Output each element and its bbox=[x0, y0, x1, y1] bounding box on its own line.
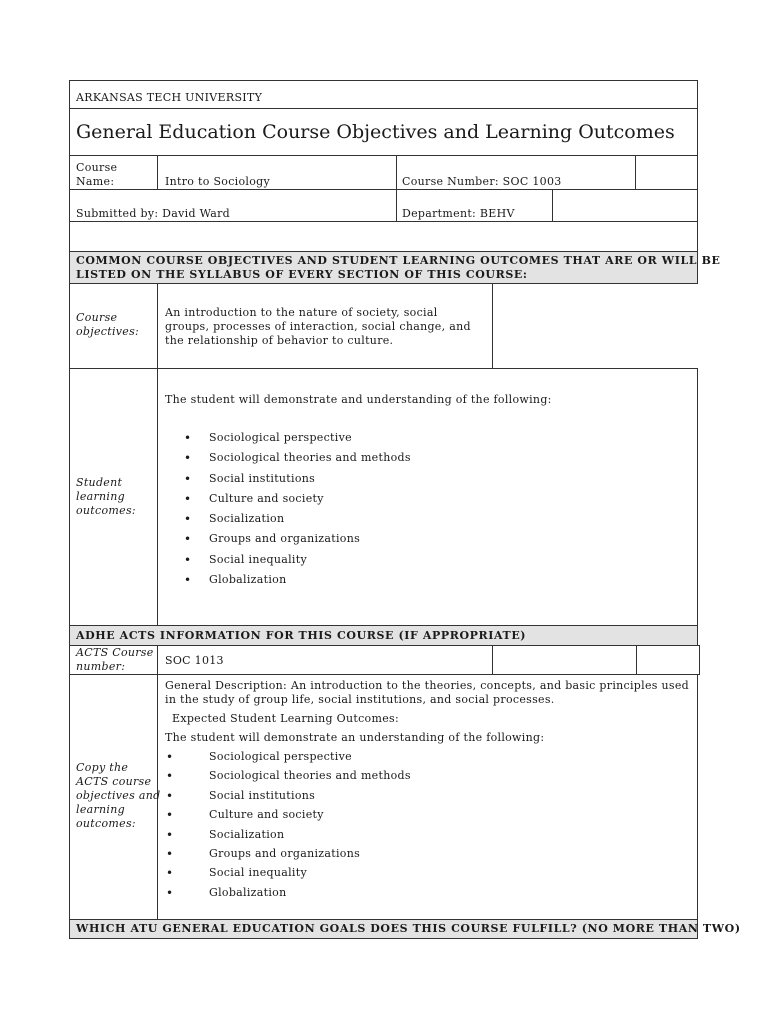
submitted-by: Submitted by: David Ward bbox=[76, 207, 231, 220]
acts-label-2: number: bbox=[76, 660, 126, 673]
general-description: General Description: An introduction to the theories, concepts, and basic principles used in the study of group life, social institutions, and social processes. bbox=[165, 679, 690, 706]
common-heading-line2: LISTED ON THE SYLLABUS OF EVERY SECTION OF THIS COURSE: bbox=[76, 268, 528, 281]
list-item: • Sociological theories and methods bbox=[209, 451, 411, 471]
list-item: • Social institutions bbox=[209, 472, 411, 492]
list-item: • Sociological perspective bbox=[209, 431, 411, 451]
list-item: • Culture and society bbox=[209, 492, 411, 512]
copy-label-3: objectives and bbox=[76, 789, 161, 802]
expected-outcomes-heading: Expected Student Learning Outcomes: bbox=[172, 712, 399, 725]
acts-extra-cell-2 bbox=[636, 645, 700, 675]
copy-label-5: outcomes: bbox=[76, 817, 136, 830]
acts-outcomes-list bbox=[209, 750, 411, 905]
objectives-label-1: Course bbox=[76, 311, 118, 324]
list-item: • Social inequality bbox=[209, 866, 411, 885]
list-item: • Globalization bbox=[209, 886, 411, 905]
list-item: • Socialization bbox=[209, 828, 411, 847]
list-item: • Groups and organizations bbox=[209, 847, 411, 866]
course-name-label-1: Course bbox=[76, 161, 118, 174]
course-number: Course Number: SOC 1003 bbox=[402, 175, 562, 188]
course-name-value: Intro to Sociology bbox=[165, 175, 271, 188]
outcomes-intro: The student will demonstrate and understanding of the following: bbox=[165, 393, 552, 406]
list-item: • Groups and organizations bbox=[209, 532, 411, 552]
list-item: • Globalization bbox=[209, 573, 411, 593]
copy-label-1: Copy the bbox=[76, 761, 129, 774]
page-title: General Education Course Objectives and Learning Outcomes bbox=[76, 121, 675, 143]
adhe-heading: ADHE ACTS INFORMATION FOR THIS COURSE (IF APPROPRIATE) bbox=[76, 629, 527, 642]
copy-label-2: ACTS course bbox=[76, 775, 152, 788]
list-item: • Social institutions bbox=[209, 789, 411, 808]
common-heading-line1: COMMON COURSE OBJECTIVES AND STUDENT LEARNING OUTCOMES THAT ARE OR WILL BE bbox=[76, 254, 721, 267]
objectives-label-2: objectives: bbox=[76, 325, 140, 338]
list-item: • Social inequality bbox=[209, 553, 411, 573]
list-item: • Socialization bbox=[209, 512, 411, 532]
acts-number: SOC 1013 bbox=[165, 654, 224, 667]
copy-label-4: learning bbox=[76, 803, 125, 816]
outcomes-list bbox=[209, 431, 411, 593]
course-name-label-2: Name: bbox=[76, 175, 115, 188]
department: Department: BEHV bbox=[402, 207, 515, 220]
outcomes-label-3: outcomes: bbox=[76, 504, 136, 517]
acts-outcomes-intro: The student will demonstrate an understanding of the following: bbox=[165, 731, 545, 744]
objectives-text: An introduction to the nature of society, social groups, processes of interaction, social change, and the relationship of behavior to culture. bbox=[165, 306, 471, 347]
outcomes-label-2: learning bbox=[76, 490, 125, 503]
university-name: ARKANSAS TECH UNIVERSITY bbox=[76, 91, 263, 104]
list-item: • Sociological theories and methods bbox=[209, 769, 411, 788]
acts-label-1: ACTS Course bbox=[76, 646, 154, 659]
list-item: • Sociological perspective bbox=[209, 750, 411, 769]
goals-heading: WHICH ATU GENERAL EDUCATION GOALS DOES THIS COURSE FULFILL? (NO MORE THAN TWO) bbox=[76, 922, 741, 935]
outcomes-label-1: Student bbox=[76, 476, 123, 489]
list-item: • Culture and society bbox=[209, 808, 411, 827]
blank-row bbox=[69, 221, 698, 252]
acts-extra-cell-1 bbox=[492, 645, 637, 675]
